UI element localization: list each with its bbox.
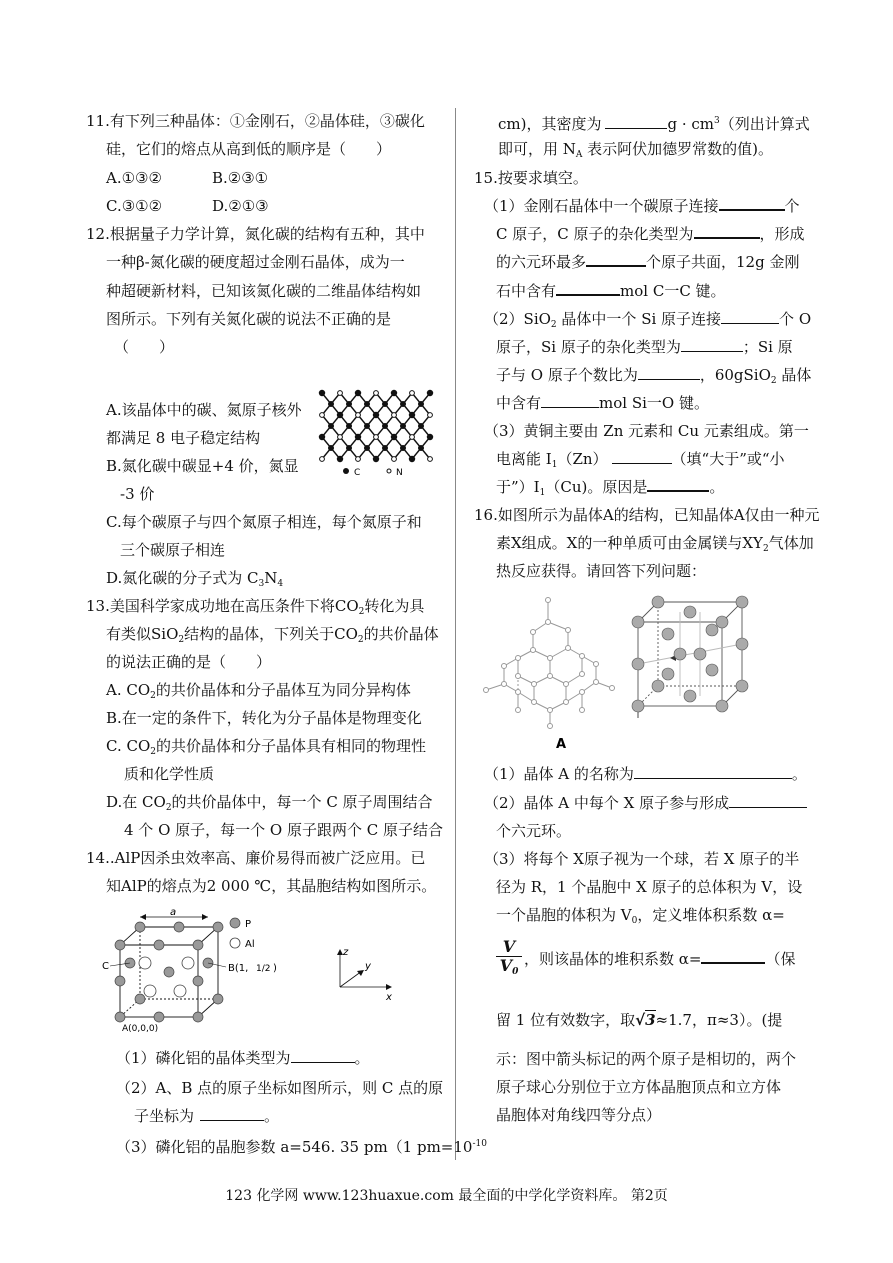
q15-title: 15.按要求填空。 [474,169,588,187]
r2-end: 表示阿伏加德罗常数的值)。 [582,140,774,158]
lattice-atom [391,434,397,440]
lattice-atom [373,412,379,418]
q11-option-a: A.①③② [106,169,162,187]
q12-option-b2: -3 价 [120,485,155,503]
fig-a-caption: A [556,737,567,752]
q14-cont-line2 [498,137,773,167]
q14-part1 [116,1046,370,1070]
q15-b3 [496,363,811,393]
q12-option-a1: A.该晶体中的碳、氮原子核外 [106,401,302,419]
fig-b-frac: 1/2 [256,964,271,974]
q15-b3-blank [638,365,700,380]
legend-n-label: N [396,468,403,478]
q13-option-c [106,734,426,764]
q11-line2: 硅，它们的熔点从高到低的顺序是（ ） [106,140,392,158]
q15-a4 [496,279,726,303]
q13-oc-text: C. CO [106,737,151,755]
q13-option-c2: 质和化学性质 [124,765,215,783]
lattice-atom [374,391,379,396]
q13-l2-end: 的共价晶体 [363,625,439,643]
q13-l1-end: 转化为具 [364,597,425,615]
q13-l1-text: 13.美国科学家成功地在高压条件下将CO [86,597,359,615]
lattice-atom [338,435,343,440]
q15-c3-text: 于”）I [496,478,540,496]
q16-p3e-end: ≈1.7，π≈3）。(提 [655,1011,783,1029]
column-divider [455,108,456,1160]
q15-a1 [484,194,800,218]
diamond-unit-cell-figure [628,592,753,722]
q14-part3 [116,1132,487,1159]
q15-b3-sub: 2 [770,376,777,386]
q14-line2: 知AlP的熔点为2 000 ℃，其晶胞结构如图所示。 [106,877,437,895]
lattice-atom [410,435,415,440]
q16-line1: 16.如图所示为晶体A的结构，已知晶体A仅由一种元 [474,506,820,524]
r1-text: cm)，其密度为 [498,115,602,133]
fig-al-label: Al [245,939,255,950]
q15-a3-blank [586,251,646,267]
q13-oa-end: 的共价晶体和分子晶体互为同分异构体 [155,681,411,699]
q15-a4-blank [556,280,620,296]
q16-l2-end: 气体加 [768,534,814,552]
q15-c2 [496,447,785,477]
q12-line4: 图所示。下列有关氮化碳的说法不正确的是 [106,310,392,328]
q13-option-a [106,678,411,708]
q15-b4-blank [541,393,599,408]
fraction-denominator [496,956,522,981]
q16-p1-text: （1）晶体 A 的名称为 [484,765,634,783]
lattice-atom [428,457,433,462]
q15-c1: （3）黄铜主要由 Zn 元素和 Cu 元素组成。第一 [484,422,809,440]
q16-line3: 热反应获得。请回答下列问题： [496,562,707,580]
q12-option-d [106,566,283,596]
q13-l2-sub2: 2 [357,635,364,645]
q13-od-sub: 2 [165,803,172,813]
q15-b1-text: （2）SiO [484,310,551,328]
q14-part2a: （2）A、B 点的原子坐标如图所示，则 C 点的原 [116,1079,444,1097]
lattice-atom [320,413,325,418]
q15-b1 [484,307,811,337]
q16-p1-end: 。 [791,765,807,783]
lattice-atom [392,457,397,462]
q15-b1-blank [721,309,779,324]
q15-c3-blank [647,476,709,492]
lattice-atom [418,401,424,407]
q15-a3-end: 个原子共面，12g 金刚 [646,253,800,271]
lattice-atom [337,456,343,462]
q15-b2-blank [681,337,743,352]
q16-part3d [524,947,795,971]
fig-origin-label: A(0,0,0) [122,1024,159,1034]
page-footer: 123 化学网 www.123huaxue.com 最全面的中学化学资料库。 第2页 [225,1188,668,1204]
q15-b2-text: 原子，Si 原子的杂化类型为 [496,338,681,356]
q15-c3 [496,475,724,505]
q12-line5: （ ） [114,338,175,356]
q15-b4 [496,391,709,415]
q13-option-d [106,790,433,820]
r1-end: （列出计算式 [719,115,810,133]
lattice-atom [400,401,406,407]
q11-line1: 11.有下列三种晶体：①金刚石，②晶体硅，③碳化 [86,112,425,130]
q16-p3d-text: ，则该晶体的堆积系数 α= [524,950,702,968]
q15-a1-end: 个 [784,197,800,215]
q16-part3b: 径为 R，1 个晶胞中 X 原子的总体积为 V，设 [496,878,803,896]
lattice-atom [382,401,388,407]
q12-option-c2: 三个碳原子相连 [120,541,226,559]
q11-option-c: C.③①② [106,197,163,215]
q16-p1-blank [634,764,792,779]
q12-option-d-text: D.氮化碳的分子式为 C [106,569,259,587]
axis-y-label: y [365,961,371,972]
fig-a-label: a [170,907,177,918]
q14-part2b [134,1104,279,1128]
lattice-atom [364,423,370,429]
r1-unit: g · cm [667,115,715,133]
q16-p3d-end: （保 [765,950,796,968]
q16-part3a: （3）将每个 X原子视为一个球，若 X 原子的半 [484,850,800,868]
lattice-atom [382,445,388,451]
q15-c2-text: 电离能 I [496,450,552,468]
fig-b-label: B(1, [228,963,249,974]
q15-a2-blank [694,223,760,239]
q15-b3-text: 子与 O 原子个数比为 [496,366,638,384]
lattice-atom [356,413,361,418]
lattice-atom [400,423,406,429]
q16-p3c-text: 一个晶胞的体积为 V [496,906,632,924]
q14-line1: 14..AlP因杀虫效率高、廉价易得而被广泛应用。已 [86,849,426,867]
sqrt-symbol: √ [635,1011,646,1029]
r1-sup: 3 [714,116,720,126]
fig-b-end: ) [273,963,277,974]
q16-l2-text: 素X组成。X的一种单质可由金属镁与XY [496,534,763,552]
lattice-atom [373,456,379,462]
frac-den-text: V [499,956,513,975]
lattice-atom [346,401,352,407]
lattice-atom [346,423,352,429]
alp-unit-cell-figure [100,905,400,1035]
q15-a1-blank [719,195,785,211]
q16-part3g: 原子球心分别位于立方体晶胞顶点和立方体 [496,1078,782,1096]
lattice-atom [427,390,433,396]
density-blank [605,114,667,129]
q13-oc-end: 的共价晶体和分子晶体具有相同的物理性 [156,737,427,755]
lattice-atom [391,390,397,396]
fig-c-label: C [102,961,109,972]
q12-sub2: 4 [277,579,284,589]
lattice-atom [410,391,415,396]
q14-p2b-text: 子坐标为 [134,1107,195,1125]
q15-b1-end: 个 O [779,310,812,328]
q14-p1-text: （1）磷化铝的晶体类型为 [116,1049,291,1067]
lattice-atom [374,435,379,440]
q15-a4-end: mol C一C 键。 [620,282,726,300]
q15-a2-end: ，形成 [759,225,805,243]
q16-part3e [496,1008,782,1032]
q14-p1-end: 。 [354,1049,370,1067]
q16-p2-text: （2）晶体 A 中每个 X 原子参与形成 [484,794,730,812]
q13-l2-sub: 2 [178,635,185,645]
lattice-atom [364,445,370,451]
carbon-nitride-lattice-figure [314,385,434,480]
q12-option-b1: B.氮化碳中碳显+4 价，氮显 [106,457,299,475]
lattice-atom [338,391,343,396]
lattice-atom [328,445,334,451]
q15-c2-end: （填“大于”或“小 [671,450,785,468]
legend-c-label: C [354,468,361,478]
q12-option-c1: C.每个碳原子与四个氮原子相连，每个氮原子和 [106,513,422,531]
q15-b1-sub: 2 [550,320,557,330]
q13-oc-sub: 2 [150,747,156,757]
lattice-atom [418,423,424,429]
q13-l2-text: 有类似SiO [106,625,179,643]
q15-c3-mid: （Cu)。原因是 [545,478,648,496]
q15-a1-text: （1）金刚石晶体中一个碳原子连接 [484,197,719,215]
q16-p3e-text: 留 1 位有效数字，取 [496,1011,636,1029]
lattice-atom [400,445,406,451]
lattice-atom [328,401,334,407]
q13-line2 [106,622,439,652]
q14-p3-sup: -10 [472,1139,487,1149]
q14-p2-blank [200,1106,264,1121]
lattice-atom [355,390,361,396]
q12-option-a2: 都满足 8 电子稳定结构 [106,429,261,447]
q15-c2-sub: 1 [551,460,558,470]
q15-a3-text: 的六元环最多 [496,253,587,271]
q15-b2 [496,335,793,359]
q12-line1: 12.根据量子力学计算，氮化碳的结构有五种，其中 [86,225,425,243]
q11-option-d: D.②①③ [212,197,269,215]
q13-l2-mid: 结构的晶体，下列关于CO [184,625,358,643]
q13-option-d2: 4 个 O 原子，每一个 O 原子跟两个 C 原子结合 [124,821,443,839]
axis-z-label: z [343,947,349,958]
r2-sub: A [575,150,583,160]
q12-mid: N [264,569,278,587]
q16-p3c-end: ，定义堆体积系数 α= [637,906,785,924]
axis-x-label: x [386,992,392,1003]
q15-b3-end: 晶体 [776,366,812,384]
q13-line1 [86,594,424,624]
q12-line2: 一种β-氮化碳的硬度超过金刚石晶体，成为一 [106,253,405,271]
q14-p1-blank [291,1048,355,1063]
q14-p2b-end: 。 [264,1107,280,1125]
lattice-atom [356,457,361,462]
q16-part3c [496,903,785,933]
q15-a2-text: C 原子，C 原子的杂化类型为 [496,225,694,243]
q15-b4-end: mol Si一O 键。 [599,394,709,412]
q15-a3 [496,250,799,274]
q12-sub1: 3 [258,579,265,589]
q13-line3: 的说法正确的是（ ） [106,653,272,671]
q15-c3-sub: 1 [539,488,546,498]
q13-od-text: D.在 CO [106,793,166,811]
fraction-v-over-v0 [496,938,522,981]
q16-part2b: 个六元环。 [496,822,572,840]
q16-l2-sub: 2 [762,544,769,554]
lattice-atom [337,412,343,418]
q13-oa-text: A. CO [106,681,151,699]
lattice-atom [392,413,397,418]
lattice-atom [427,434,433,440]
q15-c3-end: 。 [709,478,725,496]
r2-text: 即可，用 N [498,140,576,158]
q13-od-end: 的共价晶体中，每一个 C 原子周围结合 [171,793,433,811]
fraction-numerator: V [502,937,516,956]
lattice-atom [346,445,352,451]
q15-b1-mid: 晶体中一个 Si 原子连接 [556,310,722,328]
lattice-atom [319,390,325,396]
q15-b2-end: ；Si 原 [742,338,793,356]
lattice-atom [409,412,415,418]
q15-b3-mid: ，60gSiO [699,366,771,384]
q16-p3c-sub: 0 [631,916,638,926]
q13-option-b: B.在一定的条件下，转化为分子晶体是物理变化 [106,709,422,727]
q14-p3-text: （3）磷化铝的晶胞参数 a=546. 35 pm（1 pm=10 [116,1138,473,1156]
q12-line3: 种超硬新材料，已知该氮化碳的二维晶体结构如 [106,282,422,300]
lattice-atom [364,401,370,407]
lattice-atom [328,423,334,429]
q16-p3d-blank [701,948,765,964]
lattice-atom [428,413,433,418]
lattice-atom [409,456,415,462]
q16-part1 [484,762,807,786]
q16-line2 [496,531,814,561]
q13-oa-sub: 2 [150,691,156,701]
q13-l1-sub: 2 [358,607,365,617]
q16-part3f: 示：图中箭头标记的两个原子是相切的，两个 [496,1050,797,1068]
diamond-structure-figure [478,592,618,752]
frac-den-sub: 0 [512,967,519,977]
q16-p2-blank [729,793,807,808]
q15-c2-mid: （Zn） [557,450,608,468]
fig-p-label: P [245,919,252,930]
q11-option-b: B.②③① [212,169,269,187]
q15-a2 [496,222,805,246]
lattice-atom [320,457,325,462]
q15-c2-blank [612,449,672,464]
lattice-atom [355,434,361,440]
sqrt-value: 3 [645,1011,656,1029]
lattice-atom [382,423,388,429]
q15-a4-text: 石中含有 [496,282,557,300]
q15-b4-text: 中含有 [496,394,542,412]
lattice-atom [418,445,424,451]
lattice-atom [319,434,325,440]
q14-cont-line1 [498,109,810,136]
q16-part2 [484,791,807,815]
q16-part3h: 晶胞体对角线四等分点） [496,1106,662,1124]
